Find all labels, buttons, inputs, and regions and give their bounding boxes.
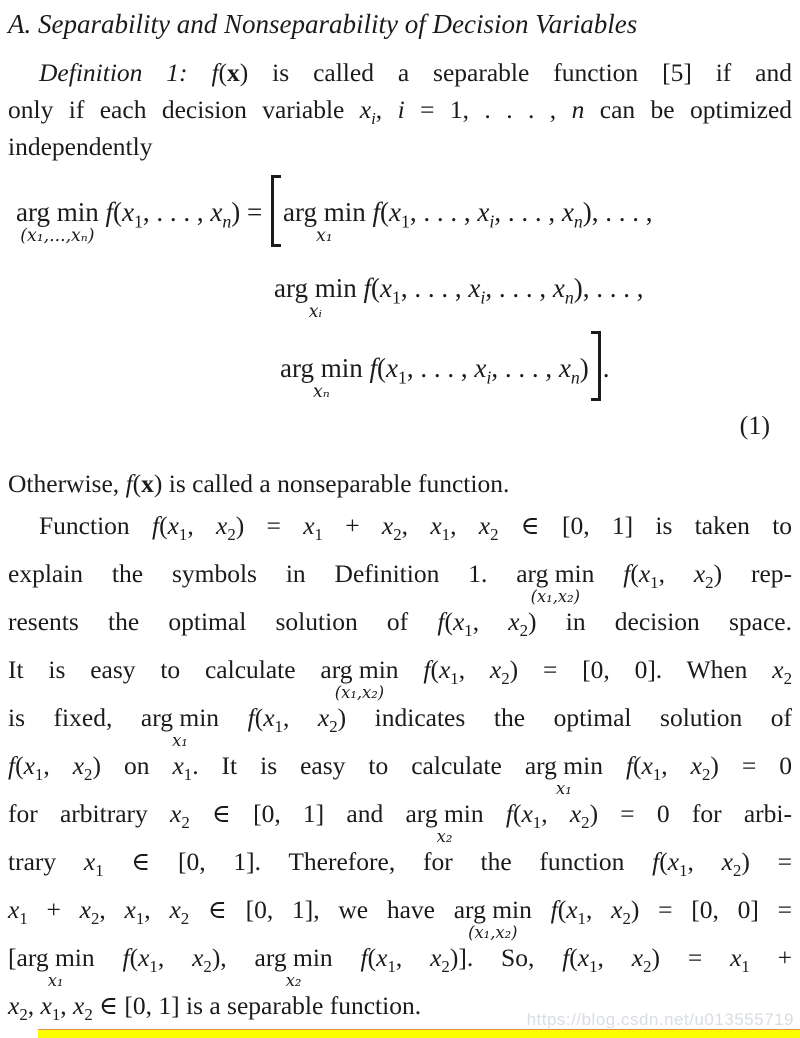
text-run: , xyxy=(395,943,431,972)
subscript: 1 xyxy=(392,287,401,308)
text-run: f xyxy=(531,895,558,924)
text-line xyxy=(8,646,792,702)
text-run: It is easy to calculate xyxy=(8,655,321,684)
operator-underscript: x₁ xyxy=(316,226,333,246)
text-run: for arbitrary xyxy=(8,799,170,828)
text-run: resents the optimal solution of xyxy=(8,607,438,636)
subscript: n xyxy=(573,211,583,232)
subscript: 2 xyxy=(84,765,93,785)
subscript: 2 xyxy=(732,861,742,881)
text-run: , xyxy=(27,991,41,1020)
text-run: x xyxy=(772,655,784,684)
text-run: x xyxy=(40,991,52,1020)
text-run: ) rep- xyxy=(713,559,793,588)
text-run: f xyxy=(594,559,631,588)
text-run: x xyxy=(468,273,481,303)
operator-label: arg min xyxy=(516,559,595,588)
text-run: ) = xyxy=(231,197,270,227)
text-run: ) in decision space. xyxy=(528,607,792,636)
text-run: f xyxy=(219,703,255,732)
text-run: only if each decision variable xyxy=(8,95,360,124)
text-run: , . . . , xyxy=(406,353,475,383)
text-line xyxy=(8,742,793,798)
operator-underscript: xᵢ xyxy=(308,302,322,322)
text-line xyxy=(8,502,792,550)
subscript: 2 xyxy=(393,525,402,545)
text-run: , . . . , xyxy=(485,273,553,303)
subscript: 2 xyxy=(441,957,450,977)
text-run: x xyxy=(693,559,706,588)
subscript: 2 xyxy=(501,669,510,689)
text-run: ( xyxy=(159,511,168,540)
text-run: x xyxy=(169,895,181,924)
text-run: x xyxy=(641,751,653,780)
argmin-operator xyxy=(16,943,95,990)
subscript: 1 xyxy=(51,1005,61,1025)
operator-label: arg min xyxy=(524,751,603,780)
subscript: 1 xyxy=(387,957,396,977)
text-run: Definition 1: xyxy=(39,58,212,87)
text-run: x xyxy=(381,511,394,540)
text-run: x xyxy=(169,799,182,828)
subscript: 1 xyxy=(19,909,28,929)
text-line xyxy=(8,465,792,502)
text-run: x xyxy=(521,799,533,828)
text-run: ∈ [0, 1] and xyxy=(189,799,406,828)
subscript: 1 xyxy=(401,211,410,232)
text-run: ∈ [0, 1] is taken to xyxy=(498,511,793,540)
subscript: 2 xyxy=(19,1005,28,1025)
text-run: x xyxy=(508,607,520,636)
text-run: f xyxy=(398,655,431,684)
text-line xyxy=(8,598,792,646)
text-run: , xyxy=(661,751,691,780)
subscript: 1 xyxy=(650,573,659,593)
subscript: 1 xyxy=(183,765,193,785)
text-run: = 1, . . . , xyxy=(404,95,572,124)
text-line xyxy=(8,54,792,91)
subscript: i xyxy=(486,367,492,388)
text-run: ( xyxy=(380,197,390,227)
operator-underscript: x₁ xyxy=(556,778,572,798)
text-run: x xyxy=(73,991,85,1020)
text-run: x xyxy=(8,991,20,1020)
text-run: , xyxy=(541,799,570,828)
subscript: 2 xyxy=(581,813,590,833)
argmin-operator xyxy=(274,273,357,322)
text-run: , xyxy=(144,895,170,924)
watermark: https://blog.csdn.net/u013555719 xyxy=(526,1010,794,1029)
subscript: 1 xyxy=(589,957,598,977)
text-run: ) on xyxy=(92,751,173,780)
text-run: x xyxy=(631,943,644,972)
text-line xyxy=(8,550,793,606)
operator-label: arg min xyxy=(16,943,95,972)
text-run: ( xyxy=(630,559,639,588)
operator-underscript: (x₁,x₂) xyxy=(530,586,580,606)
argmin-operator xyxy=(140,703,220,750)
text-run: Otherwise, xyxy=(8,469,126,498)
text-run: )]. So, xyxy=(449,943,563,972)
text-run: + xyxy=(749,943,793,972)
subscript: 2 xyxy=(329,717,338,737)
argmin-operator xyxy=(16,197,99,246)
operator-underscript: x₁ xyxy=(172,730,188,750)
text-run: f xyxy=(94,943,130,972)
argmin-operator xyxy=(283,197,366,246)
text-run: ), . . . , xyxy=(582,197,653,227)
text-run: ( xyxy=(371,273,381,303)
text-run: n xyxy=(571,95,585,124)
text-run: x xyxy=(452,607,465,636)
text-run: i xyxy=(397,95,405,124)
text-run: , . . . , xyxy=(494,197,562,227)
text-run: x xyxy=(303,511,315,540)
text-run: ( xyxy=(633,751,642,780)
text-line xyxy=(8,934,793,990)
text-run: f xyxy=(332,943,368,972)
text-run: f xyxy=(562,943,570,972)
subscript: 2 xyxy=(643,957,652,977)
subscript: 1 xyxy=(95,861,104,881)
text-run: f xyxy=(151,511,160,540)
text-run: x xyxy=(23,751,35,780)
operator-underscript: (x₁,...,xₙ) xyxy=(20,226,95,246)
text-run: ) xyxy=(579,353,589,383)
subscript: n xyxy=(222,211,232,232)
operator-label: arg min xyxy=(283,197,366,227)
subscript: 1 xyxy=(441,525,451,545)
subscript: 2 xyxy=(702,765,711,785)
text-run: independently xyxy=(8,132,153,161)
text-run: ) is called a nonseparable function. xyxy=(153,469,510,498)
equation-row xyxy=(274,271,792,351)
text-line xyxy=(8,838,792,886)
text-run: ( xyxy=(15,751,24,780)
text-run: , . . . , xyxy=(400,273,469,303)
argmin-operator xyxy=(516,559,595,606)
argmin-operator xyxy=(453,895,532,942)
subscript: 1 xyxy=(149,957,158,977)
text-run: x xyxy=(611,895,623,924)
operator-underscript: xₙ xyxy=(313,382,330,402)
subscript: i xyxy=(489,211,495,232)
text-line xyxy=(8,886,793,942)
subscript: 1 xyxy=(577,909,586,929)
bracket-stroke xyxy=(591,331,601,401)
subscript: 1 xyxy=(178,525,188,545)
text-run: ( xyxy=(377,353,387,383)
text-run: ∈ [0, 1]. Therefore, for the function xyxy=(103,847,653,876)
text-run: x xyxy=(215,511,228,540)
text-run: f xyxy=(483,799,513,828)
text-run: x xyxy=(638,559,651,588)
operator-label: arg min xyxy=(320,655,399,684)
text-run: ), xyxy=(211,943,255,972)
text-run: x xyxy=(317,703,330,732)
text-run: , . . . , xyxy=(409,197,478,227)
text-run: x xyxy=(138,943,150,972)
text-run: , xyxy=(187,511,216,540)
operator-label: arg min xyxy=(405,799,484,828)
text-run: x xyxy=(558,353,571,383)
text-run: ( xyxy=(569,943,578,972)
text-run: , xyxy=(43,751,73,780)
subscript: 1 xyxy=(532,813,542,833)
subscript: i xyxy=(480,287,486,308)
text-run: x xyxy=(489,655,502,684)
equation-number: (1) xyxy=(739,411,770,440)
text-run: x xyxy=(552,273,565,303)
subscript: 1 xyxy=(741,957,750,977)
text-run: x xyxy=(721,847,733,876)
text-run: x xyxy=(376,943,388,972)
text-run: ), . . . , xyxy=(573,273,644,303)
text-run: ( xyxy=(254,703,264,732)
operator-underscript: x₂ xyxy=(285,970,302,990)
text-run: , xyxy=(99,895,125,924)
text-run: ) = 0 for arbi- xyxy=(589,799,792,828)
subscript: n xyxy=(570,367,580,388)
operator-label: arg min xyxy=(140,703,220,732)
text-run: Function xyxy=(39,511,152,540)
text-run: f xyxy=(356,273,372,303)
operator-underscript: (x₁,x₂) xyxy=(468,922,518,942)
subscript: 2 xyxy=(180,909,190,929)
subscript: 1 xyxy=(398,367,407,388)
operator-underscript: x₂ xyxy=(436,826,453,846)
subscript: 2 xyxy=(622,909,631,929)
text-run: + xyxy=(27,895,80,924)
subscript: 1 xyxy=(679,861,688,881)
text-run: . xyxy=(602,353,610,383)
text-run: [ xyxy=(8,943,17,972)
text-run: x xyxy=(474,353,487,383)
operator-label: arg min xyxy=(453,895,532,924)
argmin-operator xyxy=(524,751,603,798)
text-run: x xyxy=(8,895,20,924)
text-run: , xyxy=(597,943,632,972)
text-run: ) = [0, 0]. When xyxy=(509,655,773,684)
text-run: ∈ [0, 1] is a separable function. xyxy=(92,991,422,1020)
subscript: 1 xyxy=(652,765,662,785)
text-run: x xyxy=(124,895,136,924)
text-run: ) = 0 xyxy=(710,751,793,780)
text-run: x xyxy=(438,655,451,684)
text-run: ( xyxy=(430,655,439,684)
argmin-operator xyxy=(405,799,484,846)
text-run: x xyxy=(141,469,154,498)
text-run: trary xyxy=(8,847,84,876)
subscript: 2 xyxy=(203,957,212,977)
text-run: x xyxy=(478,511,491,540)
text-run: ( xyxy=(132,469,142,498)
argmin-operator xyxy=(320,655,399,702)
text-run: x xyxy=(122,197,134,227)
text-run: + xyxy=(322,511,382,540)
text-line xyxy=(8,91,792,128)
text-run: f xyxy=(365,197,381,227)
operator-underscript: (x₁,x₂) xyxy=(334,682,385,702)
text-run: f xyxy=(362,353,378,383)
text-run: f xyxy=(437,607,445,636)
subscript: 2 xyxy=(181,813,190,833)
text-run: ( xyxy=(367,943,377,972)
text-run: f xyxy=(602,751,634,780)
text-run: x xyxy=(192,943,204,972)
section-heading: A. Separability and Nonseparability of Decision Variables xyxy=(8,9,638,39)
text-run: x xyxy=(79,895,91,924)
text-run: x xyxy=(430,511,442,540)
text-run: , xyxy=(401,511,431,540)
text-run: . It is easy to calculate xyxy=(192,751,525,780)
operator-label: arg min xyxy=(274,273,357,303)
text-line xyxy=(8,694,792,750)
text-run: f xyxy=(125,469,133,498)
subscript: 2 xyxy=(705,573,714,593)
text-run: x xyxy=(210,197,223,227)
text-run: x xyxy=(83,847,96,876)
text-run: x xyxy=(477,197,490,227)
text-run: x xyxy=(359,95,372,124)
text-run: x xyxy=(561,197,574,227)
text-run: ) = xyxy=(651,943,731,972)
text-run: , xyxy=(472,607,509,636)
text-run: f xyxy=(211,58,219,87)
operator-label: arg min xyxy=(280,353,363,383)
subscript: 1 xyxy=(314,525,323,545)
subscript: 2 xyxy=(783,669,792,689)
text-run: f xyxy=(8,751,16,780)
text-run: ( xyxy=(444,607,453,636)
operator-underscript: x₁ xyxy=(47,970,64,990)
text-run: x xyxy=(263,703,275,732)
text-run: ) = xyxy=(235,511,304,540)
text-run: x xyxy=(690,751,702,780)
text-run: , xyxy=(658,559,694,588)
text-run: , xyxy=(687,847,722,876)
text-run: x xyxy=(227,58,240,87)
subscript: 2 xyxy=(490,525,499,545)
text-run: , . . . , xyxy=(491,353,559,383)
text-run: x xyxy=(577,943,590,972)
highlight-bar xyxy=(38,1029,800,1038)
text-run: , xyxy=(375,95,398,124)
subscript: 2 xyxy=(90,909,100,929)
subscript: i xyxy=(371,109,376,129)
text-run: x xyxy=(569,799,582,828)
text-run: , xyxy=(157,943,193,972)
text-run: ( xyxy=(129,943,139,972)
text-run: ) = xyxy=(741,847,793,876)
text-run: , . . . , xyxy=(142,197,211,227)
text-run: x xyxy=(380,273,392,303)
text-run: ( xyxy=(113,197,123,227)
subscript: 2 xyxy=(227,525,236,545)
equation-row xyxy=(280,351,792,409)
argmin-operator xyxy=(280,353,363,402)
text-run: x xyxy=(667,847,680,876)
text-run: explain the symbols in Definition 1. xyxy=(8,559,517,588)
argmin-operator xyxy=(254,943,333,990)
text-run: can be optimized xyxy=(584,95,793,124)
text-run: x xyxy=(167,511,179,540)
subscript: 1 xyxy=(134,211,143,232)
paragraph-function-example xyxy=(8,502,792,1030)
subscript: n xyxy=(564,287,574,308)
subscript: 2 xyxy=(84,1005,93,1025)
text-run: ∈ [0, 1], we have xyxy=(189,895,454,924)
text-run: f xyxy=(652,847,660,876)
text-run: is fixed, xyxy=(8,703,141,732)
text-line xyxy=(8,790,792,846)
paragraph-otherwise xyxy=(8,465,792,502)
subscript: 1 xyxy=(450,669,459,689)
text-run: , xyxy=(60,991,73,1020)
subscript: 1 xyxy=(135,909,145,929)
text-run: f xyxy=(98,197,114,227)
text-run: ( xyxy=(659,847,668,876)
text-run: x xyxy=(172,751,184,780)
text-run: x xyxy=(72,751,85,780)
text-run: x xyxy=(386,353,398,383)
text-line xyxy=(8,128,792,165)
bracket-stroke xyxy=(271,175,281,247)
operator-label: arg min xyxy=(254,943,333,972)
operator-label: arg min xyxy=(16,197,99,227)
text-run: , xyxy=(458,655,490,684)
text-run: , xyxy=(585,895,612,924)
text-run: x xyxy=(389,197,402,227)
text-run: ) is called a separable function [5] if and xyxy=(239,58,792,87)
text-run: x xyxy=(566,895,578,924)
subscript: 2 xyxy=(519,621,529,641)
paragraph-definition xyxy=(8,54,792,165)
text-run: , xyxy=(450,511,479,540)
text-run: ) = [0, 0] = xyxy=(630,895,793,924)
equation-row xyxy=(16,195,792,271)
text-run: ( xyxy=(512,799,522,828)
text-run: ) indicates the optimal solution of xyxy=(337,703,792,732)
text-run: x xyxy=(730,943,742,972)
text-run: x xyxy=(430,943,442,972)
subscript: 1 xyxy=(464,621,473,641)
display-equation xyxy=(8,181,792,409)
text-run: , xyxy=(282,703,318,732)
text-run: ( xyxy=(557,895,567,924)
subscript: 1 xyxy=(274,717,283,737)
subscript: 1 xyxy=(34,765,44,785)
text-run: ( xyxy=(218,58,228,87)
